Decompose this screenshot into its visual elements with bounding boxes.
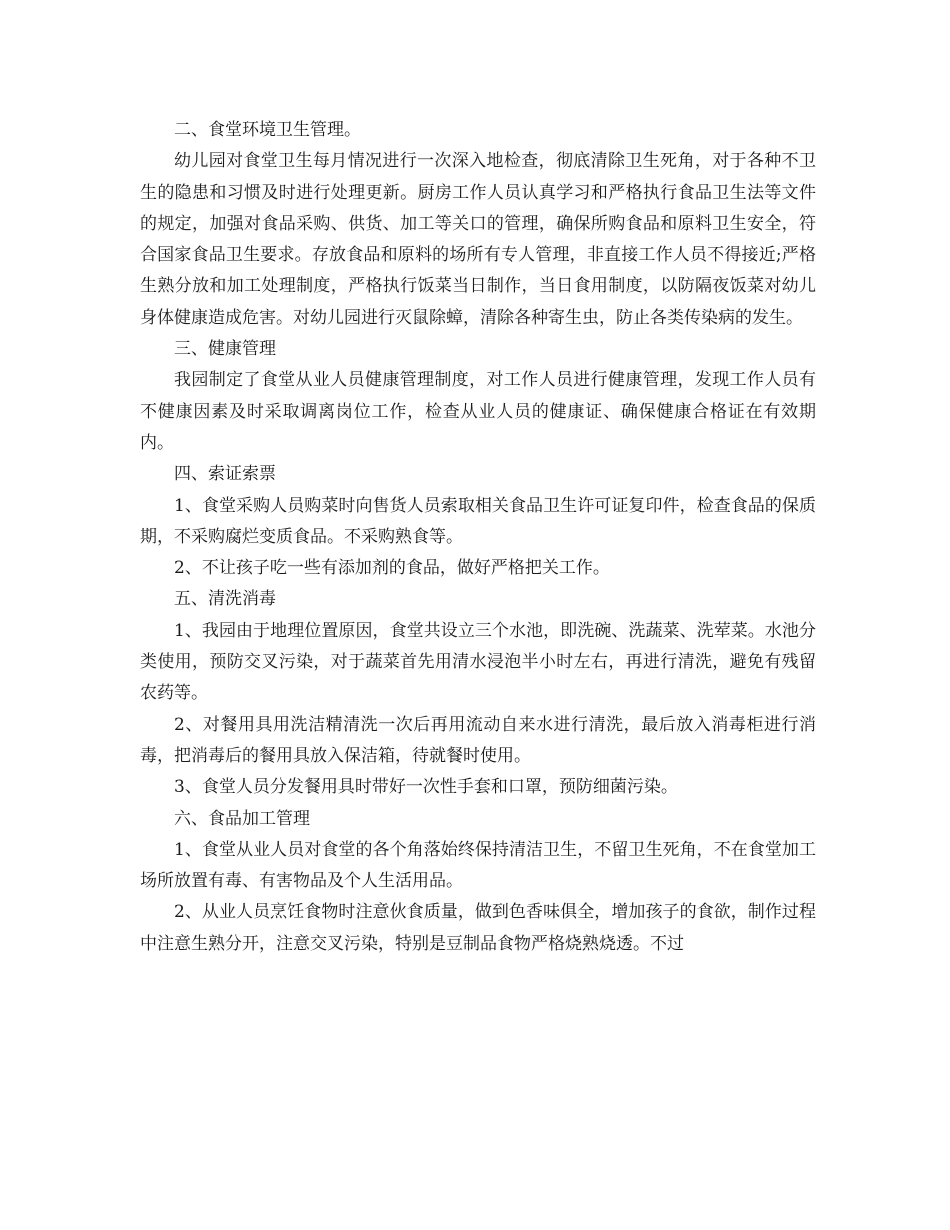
paragraph-food-processing-2: 2、从业人员烹饪食物时注意伙食质量，做到色香味俱全，增加孩子的食欲，制作过程中注意生熟分开，注意交叉污染，特别是豆制品食物严格烧熟烧透。不过 [140,902,816,954]
section-heading-food-processing: 六、食品加工管理 [174,808,310,829]
paragraph-certificates-1: 1、食堂采购人员购菜时向售货人员索取相关食品卫生许可证复印件，检查食品的保质期，不采购腐烂变质食品。不采购熟食等。 [140,495,816,547]
section-heading-canteen-hygiene: 二、食堂环境卫生管理。 [174,120,361,140]
paragraph-cleaning-1: 1、我园由于地理位置原因，食堂共设立三个水池，即洗碗、洗蔬菜、洗荤菜。水池分类使用，预防交叉污染，对于蔬菜首先用清水浸泡半小时左右，再进行清洗，避免有残留农药等。 [140,620,816,704]
paragraph-health: 我园制定了食堂从业人员健康管理制度，对工作人员进行健康管理，发现工作人员有不健康因素及时采取调离岗位工作，检查从业人员的健康证、确保健康合格证在有效期内。 [140,370,816,453]
paragraph-canteen-hygiene: 幼儿园对食堂卫生每月情况进行一次深入地检查，彻底清除卫生死角，对于各种不卫生的隐患和习惯及时进行处理更新。厨房工作人员认真学习和严格执行食品卫生法等文件的规定，加强对食品采购、供货、加工等关口的管理，确保所购食品和原料卫生安全，符合国家食品卫生要求。存放食品和原料的场所有专人管理，非直接工作人员不得接近;严格生熟分放和加工处理制度，严格执行饭菜当日制作，当日食用制度，以防隔夜饭菜对幼儿身体健康造成危害。对幼儿园进行灭鼠除蟑，清除各种寄生虫，防止各类传染病的发生。 [140,151,816,328]
section-heading-certificates: 四、索证索票 [174,464,276,485]
section-heading-cleaning: 五、清洗消毒 [174,589,276,610]
paragraph-cleaning-2: 2、对餐用具用洗洁精清洗一次后再用流动自来水进行清洗，最后放入消毒柜进行消毒，把消毒后的餐用具放入保洁箱，待就餐时使用。 [140,714,816,766]
document-page [140,115,816,960]
paragraph-food-processing-1: 1、食堂从业人员对食堂的各个角落始终保持清洁卫生，不留卫生死角，不在食堂加工场所放置有毒、有害物品及个人生活用品。 [140,839,816,892]
paragraph-cleaning-3: 3、食堂人员分发餐用具时带好一次性手套和口罩，预防细菌污染。 [174,777,678,798]
paragraph-certificates-2: 2、不让孩子吃一些有添加剂的食品，做好严格把关工作。 [174,558,610,579]
section-heading-health: 三、健康管理 [174,339,276,360]
